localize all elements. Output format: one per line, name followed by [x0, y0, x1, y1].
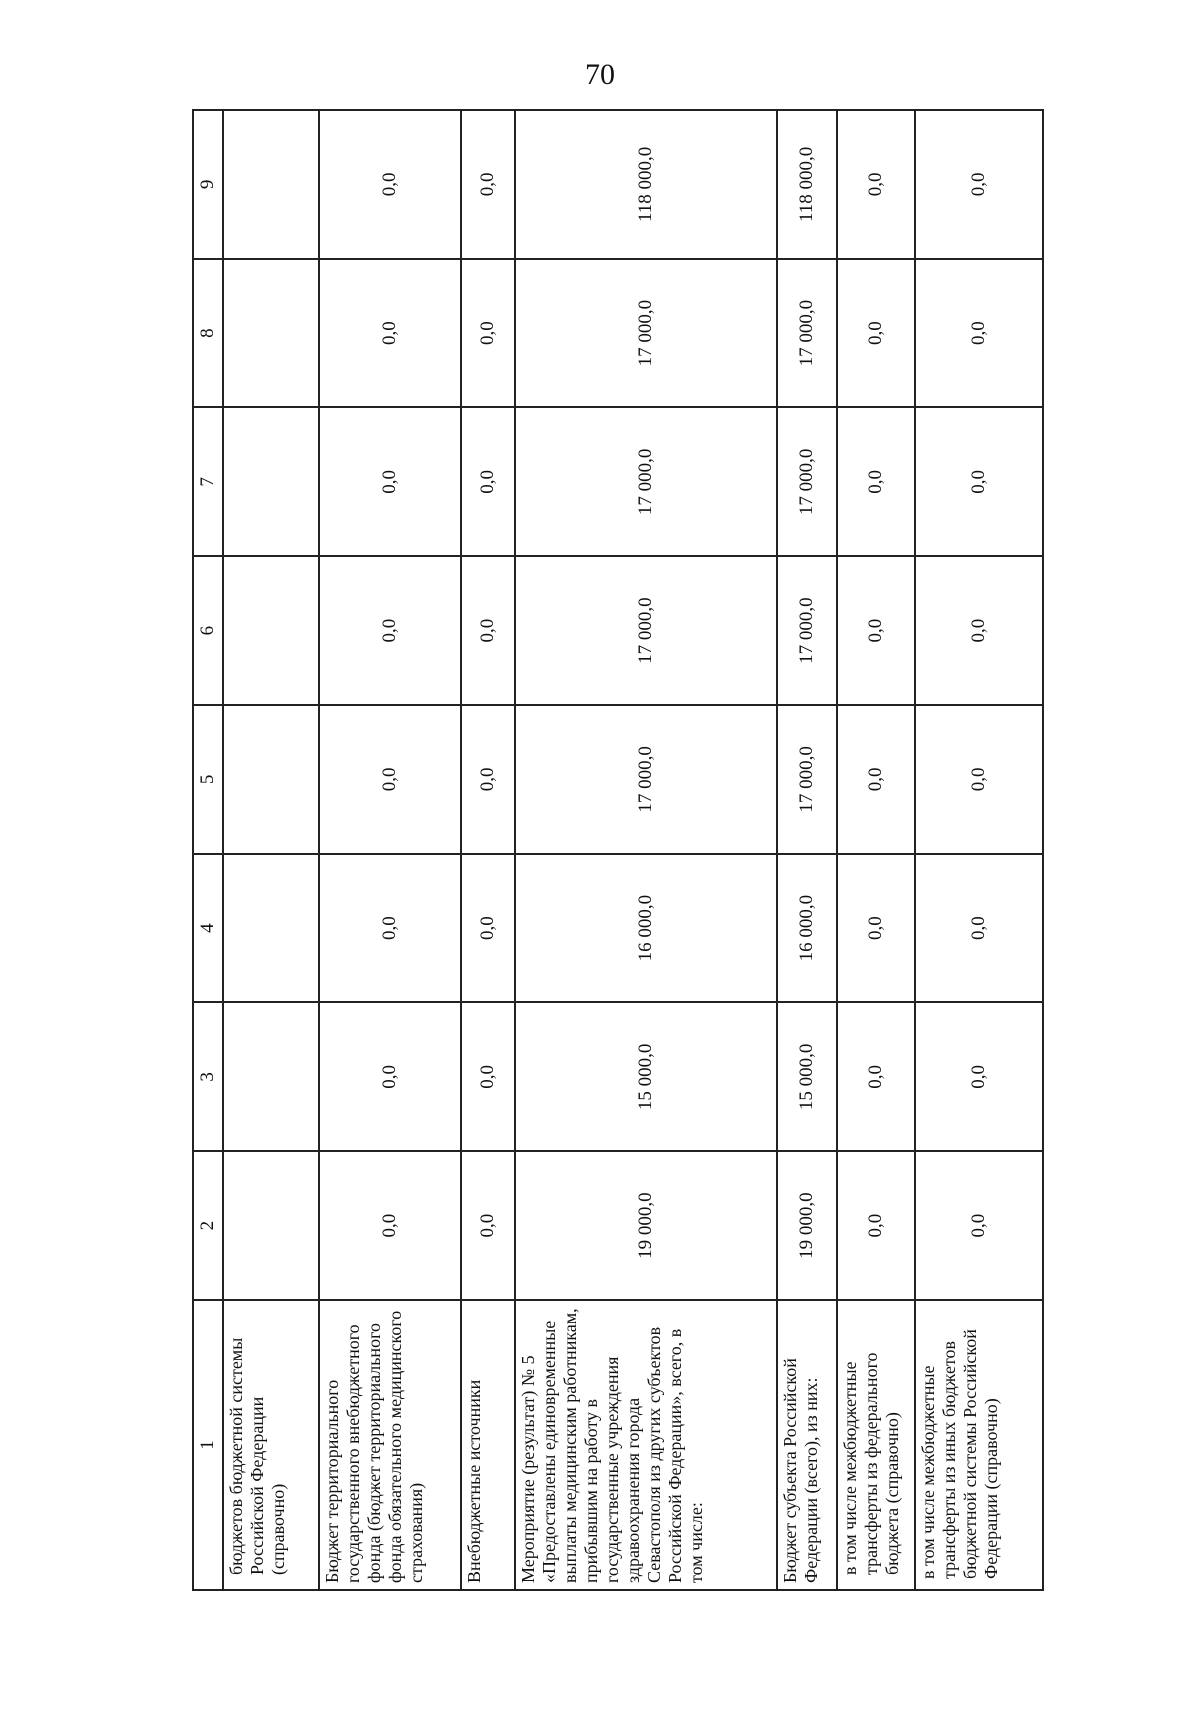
rotated-table-frame	[192, 111, 1042, 1591]
table-cell	[223, 1151, 319, 1300]
row-label: Внебюджетные источники	[461, 1300, 515, 1590]
row-label: Мероприятие (результат) № 5 «Предоставлены единовременные выплаты медицинским работникам, прибывшим на работу в государственные учреждения здравоохранения города Севастополя из других субъектов Российской Федерации», всего, в том числе:	[515, 1300, 777, 1590]
table-cell: 16 000,0	[515, 854, 777, 1003]
table-cell: 0,0	[915, 854, 1043, 1003]
row-label: в том числе межбюджетные трансферты из иных бюджетов бюджетной системы Российской Федерации (справочно)	[915, 1300, 1043, 1590]
table-cell: 0,0	[319, 408, 461, 557]
table-cell: 0,0	[837, 1151, 915, 1300]
column-header-3: 3	[193, 1003, 223, 1152]
table-cell: 0,0	[319, 259, 461, 408]
table-cell: 0,0	[837, 408, 915, 557]
table-cell: 0,0	[915, 556, 1043, 705]
table-cell: 19 000,0	[515, 1151, 777, 1300]
table-cell: 17 000,0	[777, 259, 837, 408]
table-cell: 0,0	[461, 854, 515, 1003]
table-cell	[223, 1003, 319, 1152]
table-cell: 0,0	[461, 259, 515, 408]
table-cell: 0,0	[319, 556, 461, 705]
column-header-2: 2	[193, 1151, 223, 1300]
table-cell: 0,0	[915, 259, 1043, 408]
table-cell: 17 000,0	[777, 556, 837, 705]
table-cell: 0,0	[319, 854, 461, 1003]
column-header-6: 6	[193, 556, 223, 705]
table-cell	[223, 259, 319, 408]
table-cell: 0,0	[837, 556, 915, 705]
table-row	[837, 110, 915, 1590]
table-cell: 0,0	[461, 556, 515, 705]
table-row	[915, 110, 1043, 1590]
table-cell: 17 000,0	[515, 705, 777, 854]
table-row	[777, 110, 837, 1590]
table-cell: 0,0	[915, 705, 1043, 854]
table-cell: 0,0	[461, 110, 515, 259]
table-cell: 15 000,0	[777, 1003, 837, 1152]
table-cell: 0,0	[461, 1003, 515, 1152]
table-cell	[223, 110, 319, 259]
row-label: в том числе межбюджетные трансферты из федерального бюджета (справочно)	[837, 1300, 915, 1590]
rotated-table-container	[192, 111, 1042, 1591]
table-row	[319, 110, 461, 1590]
table-cell: 0,0	[837, 705, 915, 854]
table-row	[223, 110, 319, 1590]
column-header-4: 4	[193, 854, 223, 1003]
column-header-8: 8	[193, 259, 223, 408]
table-cell	[223, 705, 319, 854]
table-cell: 0,0	[461, 705, 515, 854]
table-cell: 0,0	[915, 408, 1043, 557]
row-label: Бюджет территориального государственного внебюджетного фонда (бюджет территориального фонда обязательного медицинского страхования)	[319, 1300, 461, 1590]
table-cell: 118 000,0	[777, 110, 837, 259]
row-label: бюджетов бюджетной системы Российской Федерации (справочно)	[223, 1300, 319, 1590]
table-cell: 0,0	[915, 1003, 1043, 1152]
table-cell: 16 000,0	[777, 854, 837, 1003]
table-cell: 0,0	[837, 110, 915, 259]
table-cell: 0,0	[319, 1003, 461, 1152]
table-cell: 0,0	[319, 1151, 461, 1300]
table-cell: 0,0	[837, 1003, 915, 1152]
table-cell: 17 000,0	[515, 259, 777, 408]
table-cell: 0,0	[319, 110, 461, 259]
table-cell: 17 000,0	[515, 556, 777, 705]
table-cell: 0,0	[461, 408, 515, 557]
table-cell: 17 000,0	[777, 705, 837, 854]
table-cell: 15 000,0	[515, 1003, 777, 1152]
table-cell: 118 000,0	[515, 110, 777, 259]
table-row	[461, 110, 515, 1590]
column-header-1: 1	[193, 1300, 223, 1590]
table-cell: 17 000,0	[515, 408, 777, 557]
page-number: 70	[585, 58, 615, 91]
table-row	[515, 110, 777, 1590]
table-cell: 19 000,0	[777, 1151, 837, 1300]
column-header-7: 7	[193, 408, 223, 557]
budget-table	[192, 109, 1044, 1591]
table-cell: 0,0	[461, 1151, 515, 1300]
table-cell: 0,0	[915, 110, 1043, 259]
table-cell: 0,0	[837, 854, 915, 1003]
table-cell: 0,0	[915, 1151, 1043, 1300]
table-cell	[223, 408, 319, 557]
table-cell	[223, 854, 319, 1003]
header-row	[193, 110, 223, 1590]
table-cell: 17 000,0	[777, 408, 837, 557]
table-cell: 0,0	[837, 259, 915, 408]
column-header-5: 5	[193, 705, 223, 854]
table-cell: 0,0	[319, 705, 461, 854]
column-header-9: 9	[193, 110, 223, 259]
table-cell	[223, 556, 319, 705]
row-label: Бюджет субъекта Российской Федерации (всего), из них:	[777, 1300, 837, 1590]
